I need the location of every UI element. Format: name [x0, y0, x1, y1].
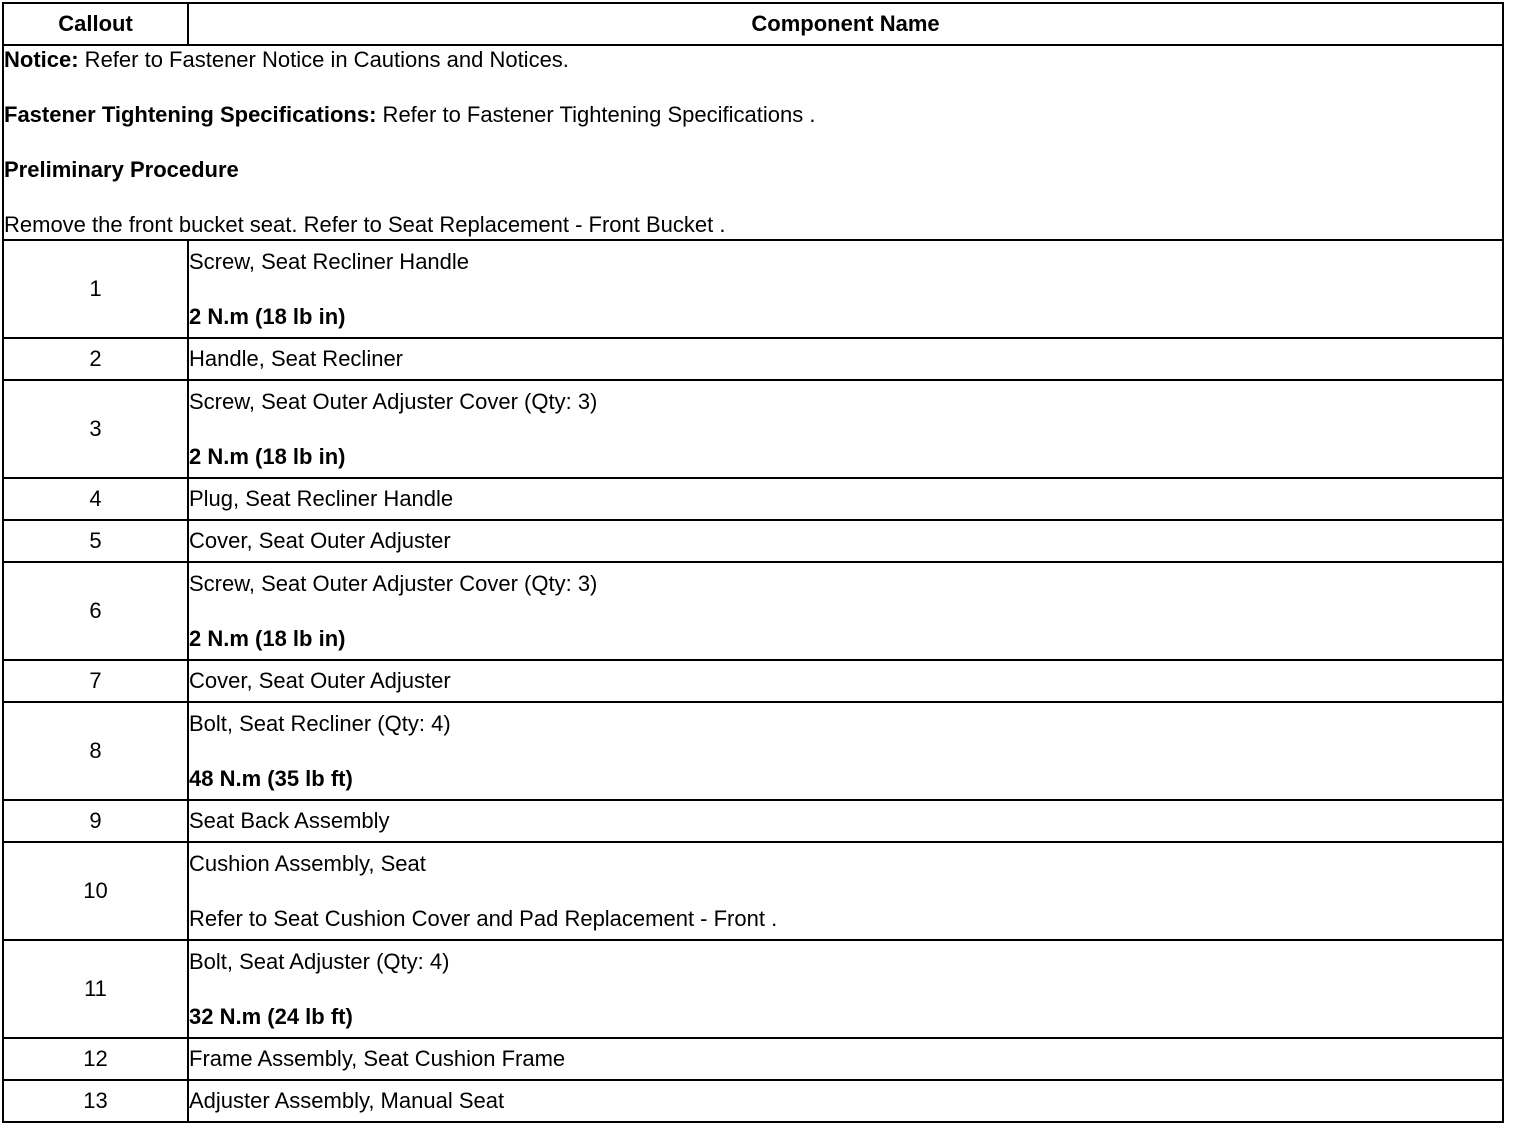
component-cell: [188, 478, 1503, 520]
fastener-spec-text: Refer to Fastener Tightening Specifications .: [376, 102, 816, 127]
table-row: [3, 660, 1503, 702]
component-cell: [188, 1038, 1503, 1080]
table-row: [3, 562, 1503, 660]
component-cell: [188, 1080, 1503, 1122]
component-cell: [188, 660, 1503, 702]
table-row: [3, 240, 1503, 338]
component-name: Bolt, Seat Adjuster (Qty: 4): [189, 948, 450, 974]
callout-cell: 8: [3, 702, 188, 800]
notice-text: Refer to Fastener Notice in Cautions and Notices.: [78, 47, 569, 72]
component-cell: [188, 940, 1503, 1038]
callout-cell: 13: [3, 1080, 188, 1122]
component-name: Cover, Seat Outer Adjuster: [189, 668, 451, 693]
preliminary-procedure-text: Remove the front bucket seat. Refer to Seat Replacement - Front Bucket .: [4, 212, 726, 237]
component-cell: [188, 562, 1503, 660]
component-cell: [188, 380, 1503, 478]
component-name: Seat Back Assembly: [189, 808, 390, 833]
torque-spec: 2 N.m (18 lb in): [189, 303, 346, 329]
component-name: Cushion Assembly, Seat: [189, 850, 426, 876]
component-table: [2, 2, 1504, 1123]
notice-label: Notice:: [4, 47, 79, 72]
preliminary-procedure-heading: [4, 156, 1502, 184]
table-row: [3, 1038, 1503, 1080]
table-row: [3, 800, 1503, 842]
component-cell: [188, 240, 1503, 338]
notice-paragraph: [4, 46, 1502, 74]
table-row: [3, 478, 1503, 520]
callout-cell: 6: [3, 562, 188, 660]
notice-cell: [3, 45, 1503, 240]
fastener-spec-paragraph: [4, 101, 1502, 129]
table-row: [3, 380, 1503, 478]
header-callout: Callout: [3, 3, 188, 45]
preliminary-procedure-label: Preliminary Procedure: [4, 157, 239, 182]
callout-cell: 9: [3, 800, 188, 842]
component-name: Handle, Seat Recliner: [189, 346, 404, 371]
table-row: [3, 702, 1503, 800]
component-name: Frame Assembly, Seat Cushion Frame: [189, 1046, 566, 1071]
component-name: Bolt, Seat Recliner (Qty: 4): [189, 710, 451, 736]
component-name: Plug, Seat Recliner Handle: [189, 486, 454, 511]
component-cell: [188, 800, 1503, 842]
notice-row: [3, 45, 1503, 240]
torque-spec: 48 N.m (35 lb ft): [189, 765, 353, 791]
callout-cell: 4: [3, 478, 188, 520]
torque-spec: 32 N.m (24 lb ft): [189, 1003, 353, 1029]
component-name: Screw, Seat Outer Adjuster Cover (Qty: 3): [189, 570, 598, 596]
callout-cell: 10: [3, 842, 188, 940]
table-row: [3, 1080, 1503, 1122]
component-cell: [188, 842, 1503, 940]
header-component-name: Component Name: [188, 3, 1503, 45]
callout-cell: 11: [3, 940, 188, 1038]
table-row: [3, 338, 1503, 380]
component-cell: [188, 702, 1503, 800]
callout-cell: 5: [3, 520, 188, 562]
table-row: [3, 842, 1503, 940]
component-cell: [188, 338, 1503, 380]
table-header-row: [3, 3, 1503, 45]
table-row: [3, 940, 1503, 1038]
component-name: Screw, Seat Recliner Handle: [189, 248, 470, 274]
table-row: [3, 520, 1503, 562]
component-note: Refer to Seat Cushion Cover and Pad Replacement - Front .: [189, 905, 778, 931]
callout-cell: 1: [3, 240, 188, 338]
component-cell: [188, 520, 1503, 562]
fastener-spec-label: Fastener Tightening Specifications:: [4, 102, 377, 127]
callout-cell: 3: [3, 380, 188, 478]
torque-spec: 2 N.m (18 lb in): [189, 443, 346, 469]
callout-cell: 2: [3, 338, 188, 380]
callout-cell: 7: [3, 660, 188, 702]
component-name: Cover, Seat Outer Adjuster: [189, 528, 451, 553]
component-name: Screw, Seat Outer Adjuster Cover (Qty: 3): [189, 388, 598, 414]
torque-spec: 2 N.m (18 lb in): [189, 625, 346, 651]
callout-cell: 12: [3, 1038, 188, 1080]
component-name: Adjuster Assembly, Manual Seat: [189, 1088, 505, 1113]
